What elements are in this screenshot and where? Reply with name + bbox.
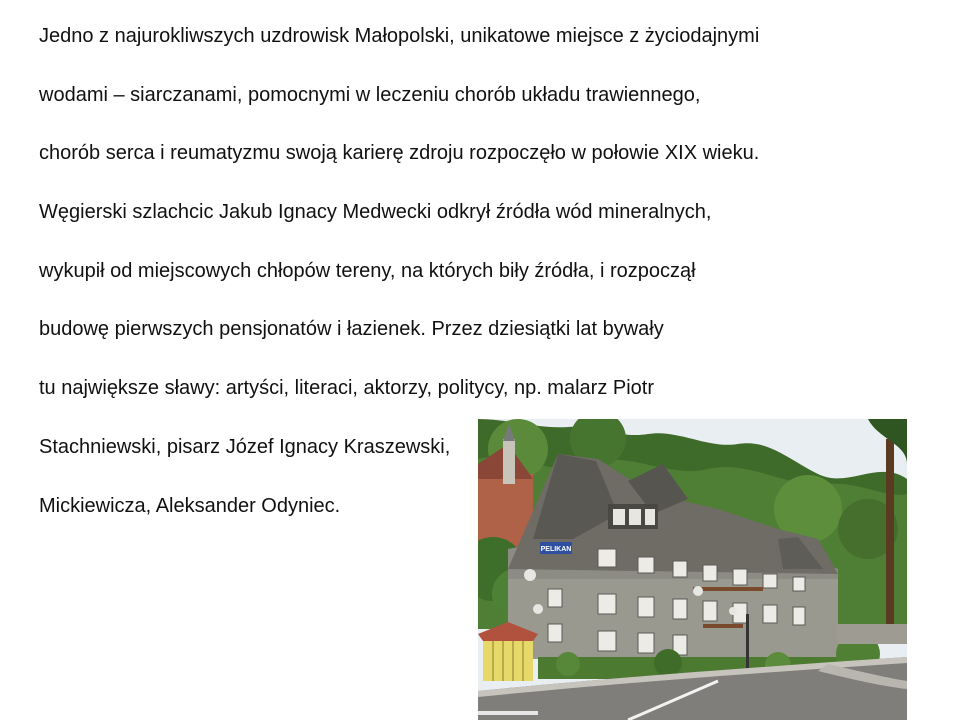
text-line-1: Jedno z najurokliwszych uzdrowisk Małopolski, unikatowe miejsce z życiodajnymi — [39, 25, 760, 47]
text-line-5: wykupił od miejscowych chłopów tereny, na których biły źródła, i rozpoczął — [39, 259, 696, 282]
text-line-4: Węgierski szlachcic Jakub Ignacy Medwecki odkrył źródła wód mineralnych, — [39, 201, 712, 224]
spa-building-photo — [478, 419, 907, 720]
text-line-3: chorób serca i reumatyzmu swoją karierę zdroju rozpoczęło w połowie XIX wieku. — [39, 142, 760, 165]
text-line-8: Stachniewski, pisarz Józef Ignacy Kraszewski, — [39, 435, 451, 458]
text-line-6: budowę pierwszych pensjonatów i łazienek. Przez dziesiątki lat bywały — [39, 318, 664, 341]
text-line-9: Mickiewicza, Aleksander Odyniec. — [39, 494, 341, 517]
svg-text:PELIKAN: PELIKAN — [540, 546, 572, 553]
text-line-2: wodami – siarczanami, pomocnymi w leczeniu chorób układu trawiennego, — [39, 83, 701, 106]
text-line-7: tu największe sławy: artyści, literaci, aktorzy, politycy, np. malarz Piotr — [39, 377, 654, 400]
